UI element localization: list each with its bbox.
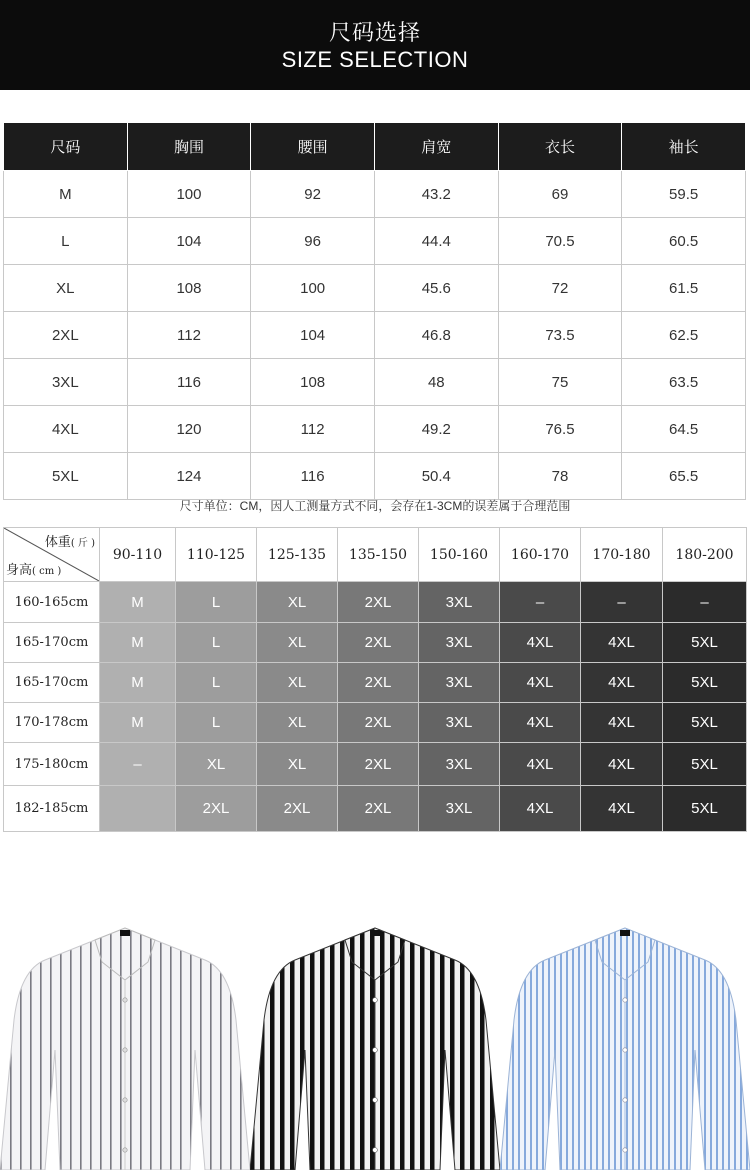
size-cell: 120: [127, 406, 251, 453]
weight-range: 170-180: [581, 528, 663, 582]
size-cell: 59.5: [622, 171, 746, 218]
size-cell: 92: [251, 171, 375, 218]
height-range: 175-180cm: [4, 743, 100, 786]
size-cell: 60.5: [622, 218, 746, 265]
size-cell: 5XL: [4, 453, 128, 500]
size-cell: 48: [374, 359, 498, 406]
size-row: [4, 265, 746, 312]
recommended-size-cell: 5XL: [663, 743, 747, 786]
recommended-size-cell: XL: [257, 743, 338, 786]
size-cell: 96: [251, 218, 375, 265]
size-cell: 116: [251, 453, 375, 500]
height-row: [4, 743, 747, 786]
recommended-size-cell: 4XL: [581, 663, 663, 703]
col-shoulder: 肩宽: [374, 123, 498, 171]
size-table-header: [4, 123, 746, 171]
height-row: [4, 663, 747, 703]
recommended-size-cell: 4XL: [581, 623, 663, 663]
size-cell: 2XL: [4, 312, 128, 359]
height-row: [4, 786, 747, 832]
recommended-size-cell: 5XL: [663, 623, 747, 663]
title-en: SIZE SELECTION: [281, 47, 469, 72]
size-cell: 62.5: [622, 312, 746, 359]
recommended-size-cell: –: [663, 582, 747, 623]
recommended-size-cell: 3XL: [419, 703, 500, 743]
recommended-size-cell: 4XL: [500, 703, 581, 743]
blue-striped-shirt-image: [500, 900, 750, 1170]
col-sleeve: 袖长: [622, 123, 746, 171]
recommended-size-cell: XL: [176, 743, 257, 786]
weight-axis-label: 体重( 斤 ): [44, 535, 95, 550]
recommended-size-cell: 2XL: [338, 786, 419, 832]
size-cell: 108: [251, 359, 375, 406]
size-row: [4, 453, 746, 500]
size-cell: 64.5: [622, 406, 746, 453]
weight-range: 160-170: [500, 528, 581, 582]
recommended-size-cell: 2XL: [338, 663, 419, 703]
size-cell: 63.5: [622, 359, 746, 406]
recommended-size-cell: 4XL: [581, 786, 663, 832]
size-cell: 61.5: [622, 265, 746, 312]
height-range: 160-165cm: [4, 582, 100, 623]
size-cell: 43.2: [374, 171, 498, 218]
header-banner: [0, 0, 750, 90]
size-cell: 78: [498, 453, 622, 500]
size-row: [4, 218, 746, 265]
size-cell: 45.6: [374, 265, 498, 312]
recommended-size-cell: 4XL: [500, 623, 581, 663]
height-range: 165-170cm: [4, 623, 100, 663]
recommended-size-cell: [100, 786, 176, 832]
weight-range: 90-110: [100, 528, 176, 582]
size-cell: 112: [127, 312, 251, 359]
size-table: [3, 122, 746, 500]
col-size: 尺码: [4, 123, 128, 171]
size-cell: 72: [498, 265, 622, 312]
height-row: [4, 582, 747, 623]
height-range: 165-170cm: [4, 663, 100, 703]
recommended-size-cell: L: [176, 663, 257, 703]
recommended-size-cell: XL: [257, 703, 338, 743]
height-range: 182-185cm: [4, 786, 100, 832]
size-cell: 104: [127, 218, 251, 265]
recommended-size-cell: 3XL: [419, 743, 500, 786]
size-cell: 70.5: [498, 218, 622, 265]
recommended-size-cell: 2XL: [176, 786, 257, 832]
weight-range: 135-150: [338, 528, 419, 582]
recommended-size-cell: 2XL: [257, 786, 338, 832]
weight-range: 150-160: [419, 528, 500, 582]
recommended-size-cell: L: [176, 623, 257, 663]
recommended-size-cell: 3XL: [419, 582, 500, 623]
size-row: [4, 406, 746, 453]
weight-range: 125-135: [257, 528, 338, 582]
size-cell: 104: [251, 312, 375, 359]
recommended-size-cell: –: [100, 743, 176, 786]
recommended-size-cell: L: [176, 703, 257, 743]
recommended-size-cell: –: [500, 582, 581, 623]
recommended-size-cell: 5XL: [663, 786, 747, 832]
recommended-size-cell: 4XL: [500, 743, 581, 786]
recommended-size-cell: 2XL: [338, 582, 419, 623]
size-cell: 76.5: [498, 406, 622, 453]
size-cell: 65.5: [622, 453, 746, 500]
col-chest: 胸围: [127, 123, 251, 171]
recommended-size-cell: 4XL: [500, 786, 581, 832]
recommended-size-cell: L: [176, 582, 257, 623]
recommended-size-cell: 3XL: [419, 623, 500, 663]
height-axis-label: 身高( cm ): [6, 563, 62, 578]
recommended-size-cell: XL: [257, 582, 338, 623]
size-cell: 116: [127, 359, 251, 406]
measurement-note: 尺寸单位：CM，因人工测量方式不同，会存在1-3CM的误差属于合理范围: [179, 499, 571, 513]
recommended-size-cell: 2XL: [338, 623, 419, 663]
recommended-size-cell: XL: [257, 663, 338, 703]
recommended-size-cell: M: [100, 582, 176, 623]
col-length: 衣长: [498, 123, 622, 171]
size-row: [4, 359, 746, 406]
recommended-size-cell: 4XL: [500, 663, 581, 703]
col-waist: 腰围: [251, 123, 375, 171]
black-striped-shirt-image: [250, 900, 500, 1170]
height-range: 170-178cm: [4, 703, 100, 743]
size-cell: 50.4: [374, 453, 498, 500]
recommended-size-cell: 4XL: [581, 703, 663, 743]
recommended-size-cell: M: [100, 703, 176, 743]
recommended-size-cell: 2XL: [338, 743, 419, 786]
size-cell: 49.2: [374, 406, 498, 453]
size-cell: 46.8: [374, 312, 498, 359]
recommended-size-cell: 3XL: [419, 786, 500, 832]
recommended-size-cell: 3XL: [419, 663, 500, 703]
recommended-size-cell: M: [100, 623, 176, 663]
size-cell: M: [4, 171, 128, 218]
size-cell: 100: [251, 265, 375, 312]
size-cell: 100: [127, 171, 251, 218]
weight-header-row: [4, 528, 747, 582]
size-cell: 4XL: [4, 406, 128, 453]
size-cell: L: [4, 218, 128, 265]
recommended-size-cell: 2XL: [338, 703, 419, 743]
recommended-size-cell: 4XL: [581, 743, 663, 786]
recommended-size-cell: M: [100, 663, 176, 703]
height-row: [4, 623, 747, 663]
height-row: [4, 703, 747, 743]
size-cell: XL: [4, 265, 128, 312]
product-shirts: [0, 900, 750, 1170]
weight-range: 180-200: [663, 528, 747, 582]
size-cell: 108: [127, 265, 251, 312]
corner-header: [4, 528, 100, 582]
size-cell: 112: [251, 406, 375, 453]
recommended-size-cell: 5XL: [663, 663, 747, 703]
weight-range: 110-125: [176, 528, 257, 582]
size-cell: 69: [498, 171, 622, 218]
recommended-size-cell: –: [581, 582, 663, 623]
size-row: [4, 171, 746, 218]
size-cell: 44.4: [374, 218, 498, 265]
size-row: [4, 312, 746, 359]
recommended-size-cell: 5XL: [663, 703, 747, 743]
title-cn: 尺码选择: [328, 20, 421, 45]
size-cell: 3XL: [4, 359, 128, 406]
size-cell: 75: [498, 359, 622, 406]
size-cell: 124: [127, 453, 251, 500]
size-cell: 73.5: [498, 312, 622, 359]
recommended-size-cell: XL: [257, 623, 338, 663]
white-striped-shirt-image: [0, 900, 250, 1170]
size-recommendation-table: [3, 527, 747, 832]
